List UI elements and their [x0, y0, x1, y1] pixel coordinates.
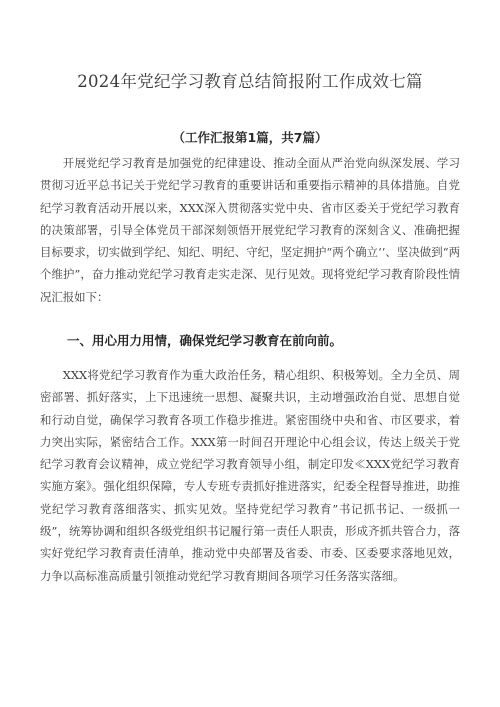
document-subtitle: （工作汇报第1篇，共7篇）	[172, 130, 328, 145]
document-title: 2024年党纪学习教育总结简报附工作成效七篇	[77, 72, 423, 91]
intro-paragraph: 开展党纪学习教育是加强党的纪律建设、推动全面从严治党向纵深发展、学习贯彻习近平总书记关于党纪学习教育的重要讲话和重要指示精神的具体措施。自党纪学习教育活动开展以来，XXX深入贯彻落实党中央、省市区委关于党纪学习教育的决策部署，引导全体党员干部深刻领悟开展党纪学习教育的深刻含义、准确把握目标要求，切实做到学纪、知纪、明纪、守纪，坚定拥护“两个确立‘’、坚决做到“两个维护”，奋力推动党纪学习教育走实走深、见行见效。现将党纪学习教育阶段性情况汇报如下：	[40, 156, 460, 304]
section-1-body: XXX将党纪学习教育作为重大政治任务，精心组织、积极筹划。全力全员、周密部署、抓好落实，上下迅速统一思想、凝聚共识，主动增强政治自觉、思想自觉和行动自觉，确保学习教育各项工作稳步推进。紧密围绕中央和省、市区要求，着力突出实际，紧密结合工作。XXX第一时间召开理论中心组会议，传达上级关于党纪学习教育会议精神，成立党纪学习教育领导小组，制定印发≪XXX党纪学习教育实施方案》。强化组织保障，专人专班专责抓好推进落实，纪委全程督导推进，助推党纪学习教育落细落实、抓实见效。坚持党纪学习教育”书记抓书记、一级抓一级”，统筹协调和组织各级党组织书记履行第一责任人职责，形成齐抓共管合力，落实好党纪学习教育责任清单，推动党中央部署及省委、市委、区委要求落地见效，力争以高标准高质量引领推动党纪学习教育期间各项学习任务落实落细。	[40, 368, 460, 583]
section-1-heading: 一、用心用力用情，确保党纪学习教育在前向前。	[67, 333, 343, 348]
